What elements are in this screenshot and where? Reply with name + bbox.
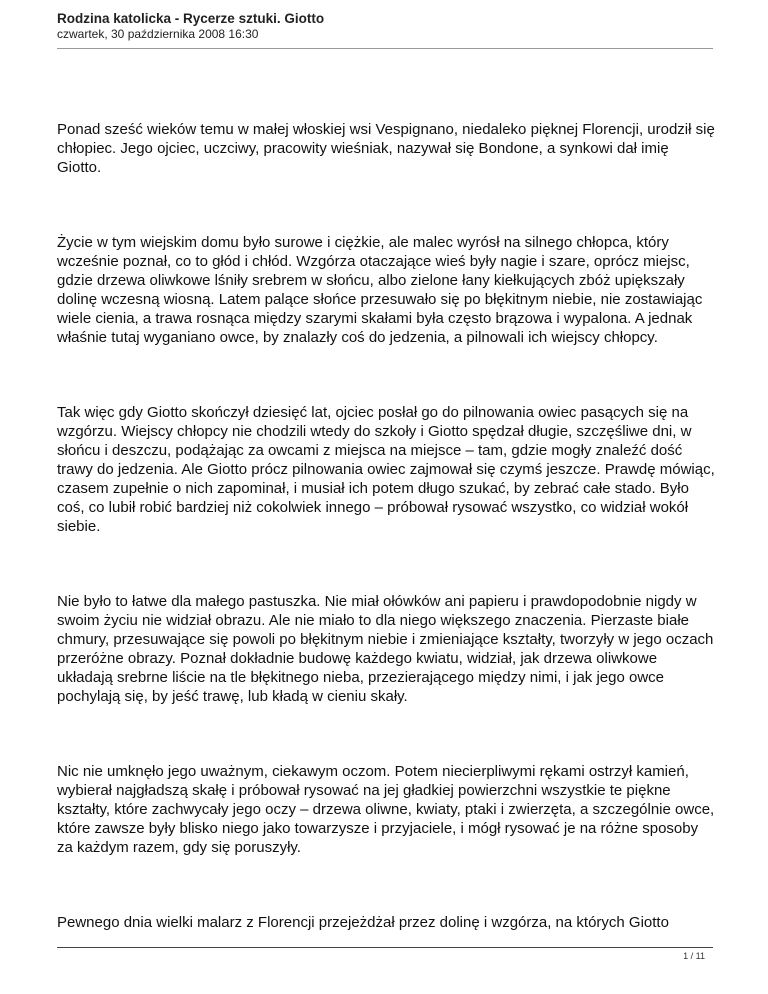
footer-divider: [57, 947, 713, 948]
document-title: Rodzina katolicka - Rycerze sztuki. Giotto: [57, 11, 325, 26]
document-date: czwartek, 30 października 2008 16:30: [57, 27, 259, 41]
header-divider: [57, 48, 713, 49]
page-number: 1 / 11: [683, 951, 705, 961]
page-header: [57, 10, 713, 42]
paragraph-5: Nic nie umknęło jego uważnym, ciekawym oczom. Potem niecierpliwymi rękami ostrzył kamień, wybierał najgładszą skałę i próbował rysować na jej gładkiej powierzchni wszystkie te piękne kształty, które zachwycały jego oczy – drzewa oliwne, kwiaty, ptaki i zwierzęta, a szczególnie owce, które zawsze były blisko niego jako towarzysze i przyjaciele, i mógł rysować je na różne sposoby za każdym razem, gdy się poruszyły.: [57, 763, 715, 856]
paragraph-1: Ponad sześć wieków temu w małej włoskiej wsi Vespignano, niedaleko pięknej Florencji, urodził się chłopiec. Jego ojciec, uczciwy, pracowity wieśniak, nazywał się Bondone, a synkowi dał imię Giotto.: [57, 121, 715, 176]
paragraph-2: Życie w tym wiejskim domu było surowe i ciężkie, ale malec wyrósł na silnego chłopca, który wcześnie poznał, co to głód i chłód. Wzgórza otaczające wieś były nagie i szare, oprócz miejsc, gdzie drzewa oliwkowe lśniły srebrem w słońcu, albo zielone łany kiełkujących zbóż upiększały dolinę wczesną wiosną. Latem palące słońce przesuwało się po błękitnym niebie, nie zostawiając wiele cienia, a trawa rosnąca między szarymi skałami była często brązowa i wypalona. A jednak właśnie tutaj wyganiano owce, by znalazły coś do jedzenia, a pilnowali ich wiejscy chłopcy.: [57, 234, 703, 346]
paragraph-6: Pewnego dnia wielki malarz z Florencji przejeżdżał przez dolinę i wzgórza, na których Giotto: [57, 914, 669, 931]
paragraph-4: Nie było to łatwe dla małego pastuszka. Nie miał ołówków ani papieru i prawdopodobnie nigdy w swoim życiu nie widział obrazu. Ale nie miało to dla niego większego znaczenia. Pierzaste białe chmury, przesuwające się powoli po błękitnym niebie i zmieniające kształty, tworzyły w jego oczach przeróżne obrazy. Poznał dokładnie budowę każdego kwiatu, widział, jak drzewa oliwkowe układają srebrne liście na tle błękitnego nieba, przezierającego między nimi, i jak jego owce pochylają się, by jeść trawę, lub kładą w cieniu skały.: [57, 593, 714, 705]
article-body: [57, 120, 717, 932]
paragraph-3: Tak więc gdy Giotto skończył dziesięć lat, ojciec posłał go do pilnowania owiec pasących się na wzgórzu. Wiejscy chłopcy nie chodzili wtedy do szkoły i Giotto spędzał długie, szczęśliwe dni, w słońcu i deszczu, podążając za owcami z miejsca na miejsce – tam, gdzie mogły znaleźć dość trawy do jedzenia. Ale Giotto prócz pilnowania owiec zajmował się czymś jeszcze. Prawdę mówiąc, czasem zupełnie o nich zapominał, i musiał ich potem długo szukać, by zebrać całe stado. Było coś, co lubił robić bardziej niż cokolwiek innego – próbował rysować wszystko, co widział wokół siebie.: [57, 404, 715, 535]
